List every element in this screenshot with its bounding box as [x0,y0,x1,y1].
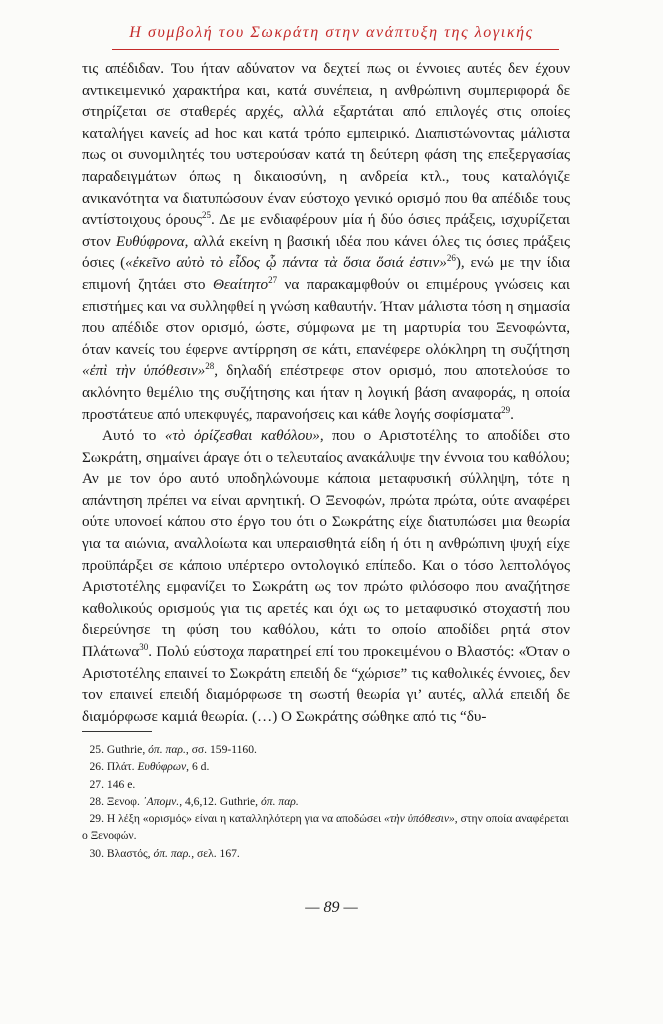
footnote-text: Guthrie, [106,743,149,756]
footnote-italic: όπ. παρ. [153,846,192,860]
text-run: , αλλά εκείνη η βασική ιδέα που κάνει όλες τις όσιες πράξεις όσιες ( [82,232,570,272]
main-text [82,58,570,727]
footnote-ref-27: 27 [268,274,278,285]
footnote-ref-30: 30 [139,641,149,652]
greek-quote: «ἐπὶ τὴν ὑπόθεσιν» [82,362,206,380]
footnote-27 [82,776,570,793]
text-run: , που ο Αριστοτέλης το αποδίδει στο Σωκράτη, σημαίνει άραγε ότι ο τελευταίος ανακάλυψε την έννοια του καθόλου; Αν με τον όρο αυτό υποδηλώνουμε κάποια μεταφυσική σύλληψη, τότε η απάντηση πρέπει να είναι αρνητική. Ο Ξενοφών, πρώτα πρώτα, ούτε αναφέρει ούτε υπονοεί κάπου στο έργο του ότι ο Σωκράτης είχε διατυπώσει μια θεωρία για τα αιώνια, αναλλοίωτα και υπεραισθητά είδη ή ότι η ανθρώπινη ψυχή είχε προϋπάρξει σε κάποιο υπέρτερο οντολογικό επίπεδο. Και ο τόσο λεπτολόγος Αριστοτέλης εμφανίζει το Σωκράτη ως τον πρώτο φιλόσοφο που αναζήτησε καθολικούς ορισμούς για τις αρετές και όχι ως το μεταφυσικό στοχαστή που διερεύνησε τη φύση του καθόλου, κάτι το οποίο αποδίδει ρητά στον Πλάτωνα [82,427,570,661]
text-run: Αυτό το [102,427,165,445]
footnote-text: Πλάτ. [106,760,138,774]
footnote-29 [82,810,570,845]
greek-quote: «ἐκεῖνο αὐτὸ τὸ εἶδος ᾧ πάντα τὰ ὅσια ὅσιά ἐστιν» [125,254,447,272]
footnote-text: 146 e. [106,777,136,791]
footnote-number: 27. [89,777,104,791]
footnote-26 [82,758,570,775]
footnote-28 [82,793,570,810]
footnote-italic: ᾿Απομν. [142,794,180,808]
footnote-text: , σσ. 159-1160. [185,743,257,756]
footnote-italic: όπ. παρ. [148,743,186,756]
footnotes [82,741,570,862]
footnote-text: , στην οποία αναφέρεται ο Ξενοφών. [82,812,569,843]
text-run: . [510,405,514,423]
work-title-euthyphron: Ευθύφρονα [115,232,185,250]
footnote-number: 25. [89,743,104,756]
text-run: να παρακαμφθούν οι επιμέρους γνώσεις και επιστήμες και να συλληφθεί η γνώση καθαυτήν. Ήταν μάλιστα τόση η σημασία που απέδιδε στον ορισμό, ώστε, σύμφωνα με τη μαρτυρία του Ξενοφώντα, όταν κανείς του έφερνε αντίρρηση σε κάτι, επανέφερε ολόκληρη τη συζήτηση [82,275,570,358]
paragraph-2 [82,425,570,727]
footnote-text: Βλαστός, [106,846,154,860]
footnote-ref-29: 29 [501,404,511,415]
footnote-italic: Ευθύφρων [137,760,187,774]
footnote-ref-25: 25 [201,210,211,221]
footnote-number: 29. [89,812,104,826]
footnote-30 [82,845,570,862]
footnote-rule [82,731,152,732]
text-run: ), ενώ με την ίδια επιμονή ζητάει στο [82,254,570,293]
text-run: . Δε με ενδιαφέρουν μία ή δύο όσιες πράξεις, ισχυρίζεται στον [82,211,570,250]
greek-quote: «τὸ ὁρίζεσθαι καθόλου» [164,427,320,445]
footnote-text: Η λέξη «ορισμός» είναι η καταλληλότερη για να αποδώσει [106,812,384,826]
text-run: τις απέδιδαν. Του ήταν αδύνατον να δεχτεί πως οι έννοιες αυτές δεν έχουν αντικειμενικό χαρακτήρα και, κατά συνέπεια, η ανθρώπινη συμπεριφορά δε στηρίζεται σε σταθερές αρχές, αλλά εξαρτάται από επιλογές στις οποίες καταλήγει κανείς ad hoc και κατά τρόπο εμπειρικό. Διαπιστώνοντας μάλιστα πως οι συνομιλητές του υστερούσαν κατά τη δεύτερη φάση της επεξεργασίας παραδειγμάτων όπως η δικαιοσύνη, η ανδρεία κτλ., τους καταλόγιζε ανικανότητα να διατυπώσουν έναν εύστοχο γενικό ορισμό που θα απέδιδε τους αντίστοιχους όρους [82,60,570,229]
paragraph-1 [82,58,570,425]
footnote-text: , 6 d. [186,760,210,774]
footnote-text: , 4,6,12. Guthrie, [179,794,261,808]
footnote-italic: όπ. παρ. [260,794,299,808]
footnote-number: 28. [89,794,104,808]
footnote-text: , σελ. 167. [191,846,240,860]
text-run: . Πολύ εύστοχα παρατηρεί επί του προκειμένου ο Βλαστός: «Όταν ο Αριστοτέλης επαινεί το Σωκράτη επειδή δε “χώρισε” τις καθολικές έννοιες, δεν τον επαινεί επειδή διαμόρφωσε τη σωστή θεωρία γι’ αυτές, αλλά επειδή δε διαμόρφωσε καμιά θεωρία. (…) Ο Σωκράτης σώθηκε από τις “δυ- [82,643,570,725]
footnote-ref-26: 26 [446,253,456,264]
running-head: Η συμβολή του Σωκράτη στην ανάπτυξη της λογικής [129,24,534,41]
work-title-theaetetus: Θεαίτητο [212,275,269,293]
footnote-25 [82,741,570,758]
page-number: — 89 — [305,899,358,916]
footnote-number: 30. [89,846,104,860]
text-run: , δηλαδή επέστρεφε στον ορισμό, που αποτελούσε το ακλόνητο θεμέλιο της συζήτησης και ήταν η λογική βάση αναφοράς, η οποία προστάτευε από υπεκφυγές, παρανοήσεις και κάθε λογής σοφίσματα [82,362,571,423]
footnote-number: 26. [89,760,104,774]
footnote-italic: «τὴν ὑπόθεσιν» [383,812,455,826]
footnote-ref-28: 28 [205,361,215,372]
footnote-text: Ξενοφ. [106,794,143,808]
header-rule [112,49,559,50]
